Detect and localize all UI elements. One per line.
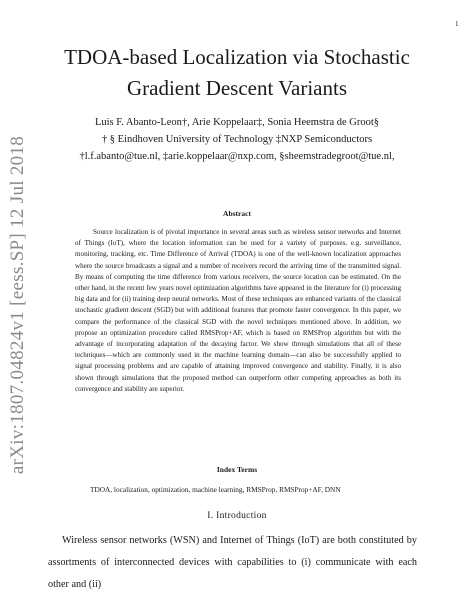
arxiv-stamp <box>5 135 31 475</box>
author-names: Luis F. Abanto-Leon†, Arie Koppelaar‡, Sonia Heemstra de Groot§ <box>94 117 380 128</box>
index-terms-heading: Index Terms <box>216 465 258 474</box>
paper-title <box>40 42 434 104</box>
section-heading-introduction: I. Introduction <box>207 511 267 521</box>
index-terms-text: TDOA, localization, optimization, machine learning, RMSProp, RMSProp+AF, DNN <box>90 485 341 494</box>
page-number: 1 <box>455 20 459 28</box>
title-line-2: Gradient Descent Variants <box>126 76 348 100</box>
abstract-heading: Abstract <box>223 209 251 218</box>
author-block <box>40 114 434 165</box>
title-line-1: TDOA-based Localization via Stochastic <box>64 45 410 69</box>
author-emails: †l.f.abanto@tue.nl, ‡arie.koppelaar@nxp.com, §sheemstradegroot@tue.nl, <box>79 151 395 162</box>
abstract-text: Source localization is of pivotal importance in several areas such as wireless sensor networks and Internet of Things (IoT), where the location information can be used for a variety of purposes, e.g. surveillance, monitoring, tracking, etc. Time Difference of Arrival (TDOA) is one of the well-known localization approaches where the source broadcasts a signal and a number of receivers record the arriving time of the transmitted signal. By means of computing the time difference from various receivers, the source location can be estimated. On the other hand, in the recent few years novel optimization algorithms have appeared in the literature for (i) processing big data and for (ii) training deep neural networks. Most of these techniques are enhanced variants of the classical stochastic gradient descent (SGD) but with additional features that promote faster convergence. In this paper, we compare the performance of the classical SGD with the novel techniques mentioned above. In addition, we propose an optimization procedure called RMSProp+AF, which is based on RMSProp algorithm but with the advantage of incorporating adaptation of the decaying factor. We show through simulations that all of these techniques—which are commonly used in the machine learning domain—can also be successfully applied to signal processing problems and are capable of attaining improved convergence and stability. Finally, it is also shown through simulations that the proposed method can outperform other competing approaches as both its convergence and stability are superior. <box>75 228 401 393</box>
author-affiliations: † § Eindhoven University of Technology ‡NXP Semiconductors <box>101 134 373 145</box>
introduction-text: Wireless sensor networks (WSN) and Internet of Things (IoT) are both constituted by assortments of interconnected devices with capabilities to (i) communicate with each other and (ii) <box>48 535 417 590</box>
arxiv-stamp-text: arXiv:1807.04824v1 [eess.SP] 12 Jul 2018 <box>7 135 28 475</box>
